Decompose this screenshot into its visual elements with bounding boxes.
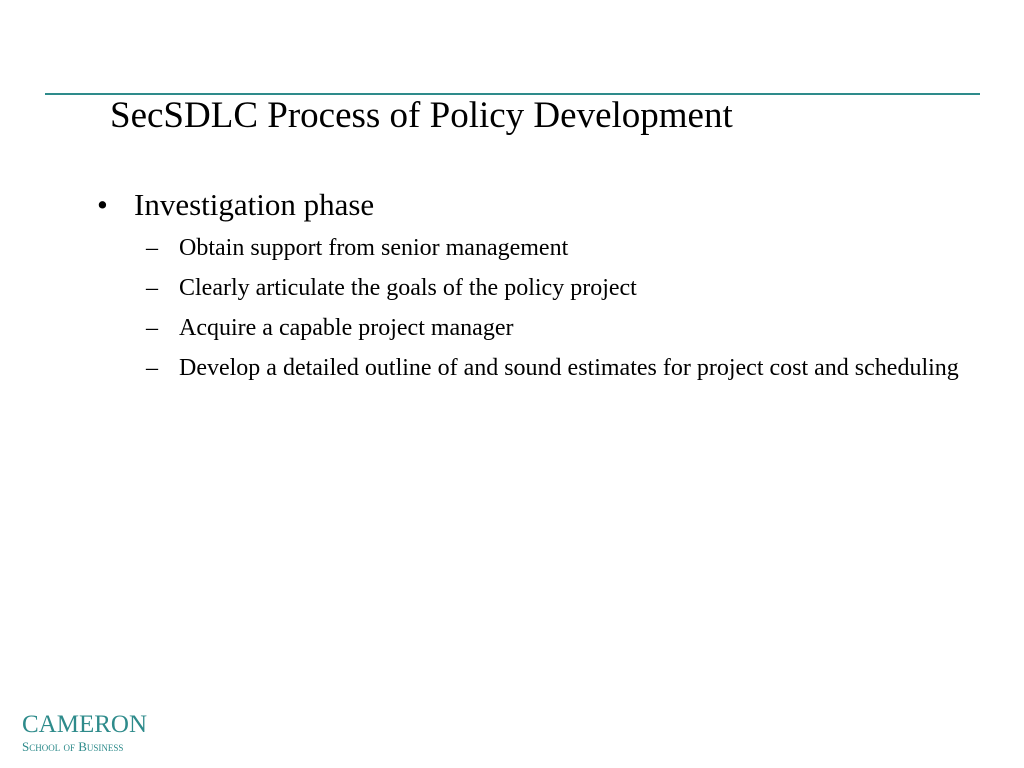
sub-bullet-list — [146, 231, 977, 385]
logo-line-1: CAMERON — [22, 711, 148, 738]
bullet-text: Investigation phase — [134, 187, 375, 222]
sub-bullet-item — [146, 351, 977, 385]
cameron-logo — [22, 712, 147, 753]
slide-body — [97, 185, 977, 385]
sub-bullet-text: Obtain support from senior management — [179, 235, 569, 261]
sub-bullet-marker: – — [146, 315, 158, 341]
sub-bullet-text: Develop a detailed outline of and sound estimates for project cost and scheduling — [179, 355, 959, 381]
sub-bullet-text: Clearly articulate the goals of the policy project — [179, 275, 637, 301]
sub-bullet-marker: – — [146, 355, 158, 381]
sub-bullet-marker: – — [146, 275, 158, 301]
sub-bullet-item — [146, 311, 977, 345]
sub-bullet-item — [146, 231, 977, 265]
slide-title: SecSDLC Process of Policy Development — [110, 95, 733, 136]
bullet-item — [97, 185, 977, 225]
sub-bullet-marker: – — [146, 235, 158, 261]
sub-bullet-text: Acquire a capable project manager — [179, 315, 514, 341]
sub-bullet-item — [146, 271, 977, 305]
logo-line-2: School of Business — [22, 739, 124, 754]
bullet-marker: • — [97, 187, 108, 222]
